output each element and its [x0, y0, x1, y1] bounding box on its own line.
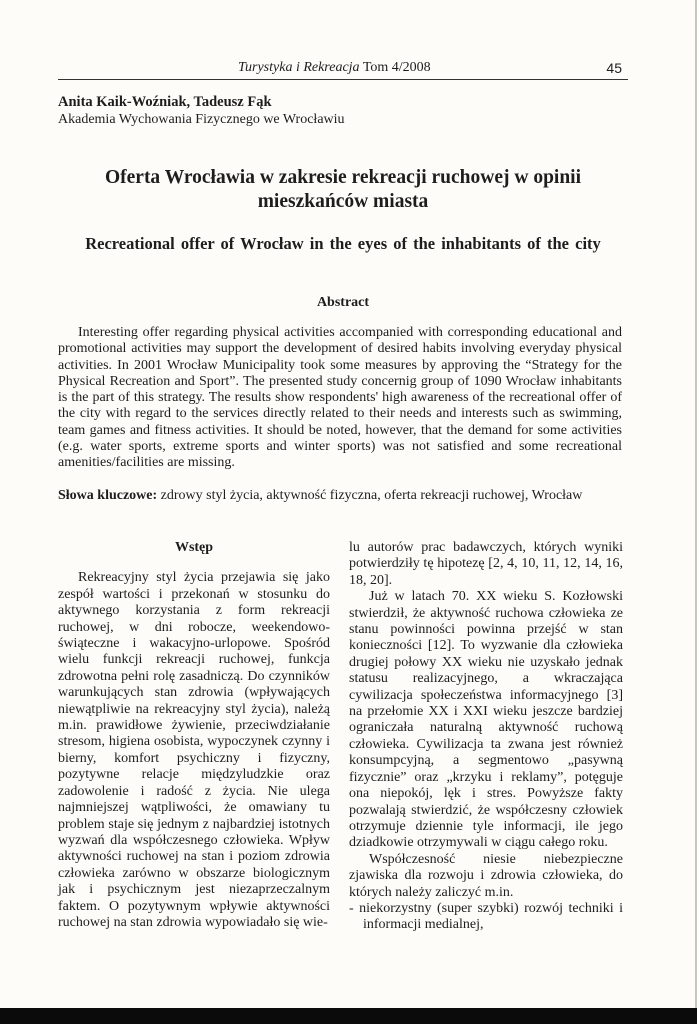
threat-list: [349, 901, 623, 934]
keywords: [58, 488, 628, 504]
intro-paragraph-continued: lu autorów prac badawczych, których wyniki potwierdziły tę hipotezę [2, 4, 10, 11, 12, 14, 16, 18, 20].: [349, 540, 623, 588]
intro-paragraph-3: Współczesność niesie niebezpieczne zjawiska dla rozwoju i zdrowia człowieka, do których należy zaliczyć m.in.: [349, 851, 623, 900]
scan-border: [0, 1008, 697, 1024]
authors: Anita Kaik-Woźniak, Tadeusz Fąk: [58, 94, 272, 110]
intro-paragraph-1: Rekreacyjny styl życia przejawia się jako zespół wartości i przekonań w stosunku do aktywnego korzystania z form rekreacji ruchowej, w dni robocze, weekendowo-świąteczne i wakacyjno-urlopowe. Spośród wielu funkcji rekreacji ruchowej, funkcja zdrowotna pełni rolę zasadniczą. Do czynników warunkujących stan zdrowia (wpływających niewątpliwie na rekreacyjny styl życia), należą m.in. prawidłowe żywienie, przeciwdziałanie stresom, higiena osobista, wypoczynek czynny i bierny, komfort psychiczny i fizyczny, pozytywne relacje międzyludzkie oraz zadowolenie i radość z życia. Nie ulega najmniejszej wątpliwości, że omawiany tu problem staje się jednym z najbardziej istotnych wyzwań dla współczesnego człowieka. Wpływ aktywności ruchowej na stan i poziom zdrowia człowieka zarówno w obszarze biologicznym jak i psychicznym jest niezaprzeczalnym faktem. O pozytywnym wpływie aktywności ruchowej na stan zdrowia wypowiadało się wie-: [58, 570, 330, 930]
journal-volume: Tom 4/2008: [362, 60, 431, 75]
header-rule: [58, 79, 628, 80]
paper-title-pl: [58, 166, 628, 214]
abstract-heading: Abstract: [316, 295, 370, 310]
column-right: [349, 540, 623, 934]
intro-paragraph-2: Już w latach 70. XX wieku S. Kozłowski stwierdził, że aktywność ruchowa człowieka ze stanu powinności powinna przejść w stan konieczności [12]. To wyzwanie dla człowieka drugiej połowy XX wieku nie uzyskało jednak statusu realizacyjnego, a wkraczająca cywilizacja społeczeństwa informacyjnego [3] na przełomie XX i XXI wieku jeszcze bardziej ograniczała naturalną aktywność ruchową człowieka. Cywilizacja ta zwana jest również konsumpcyjną, a segmentowo „pasywną fizycznie” oraz „krzyku i reklamy”, potęguje ona niepokój, lęk i stres. Powyższe fakty pozwalają stwierdzić, że współczesny człowiek otrzymuje dziennie tyle informacji, ile jego dziadkowie otrzymywali w ciągu całego roku.: [349, 589, 623, 851]
abstract-text: Interesting offer regarding physical activities accompanied with corresponding educational and promotional activities may support the development of desired habits involving everyday physical activities. In 2001 Wrocław Municipality took some measures by approving the “Strategy for the Physical Recreation and Sport”. The presented study concernig group of 1090 Wrocław inhabitants is the part of this strategy. The results show respondents' high awareness of the recreational offer of the city with regard to the services directly related to their needs and interests such as swimming, team games and fitness activities. It should be noted, however, that the demand for some activities (e.g. water sports, extreme sports and winter sports) was not satisfied and some recreational amenities/facilities are missing.: [58, 325, 622, 471]
paper-title-en: Recreational offer of Wrocław in the eyes of the inhabitants of the city: [85, 234, 601, 253]
title-line-1: Oferta Wrocławia w zakresie rekreacji ruchowej w opinii: [104, 167, 582, 188]
page-number: 45: [606, 60, 622, 76]
keywords-label: Słowa kluczowe:: [58, 488, 158, 503]
journal-citation: [238, 60, 431, 76]
list-item: - niekorzystny (super szybki) rozwój techniki i informacji medialnej,: [349, 900, 623, 933]
title-line-2: mieszkańców miasta: [257, 191, 429, 212]
column-left: [58, 540, 330, 931]
affiliation: Akademia Wychowania Fizycznego we Wrocławiu: [58, 112, 345, 127]
journal-name: Turystyka i Rekreacja: [238, 60, 360, 75]
section-heading: Wstęp: [174, 540, 214, 555]
keywords-text: zdrowy styl życia, aktywność fizyczna, oferta rekreacji ruchowej, Wrocław: [160, 488, 583, 503]
